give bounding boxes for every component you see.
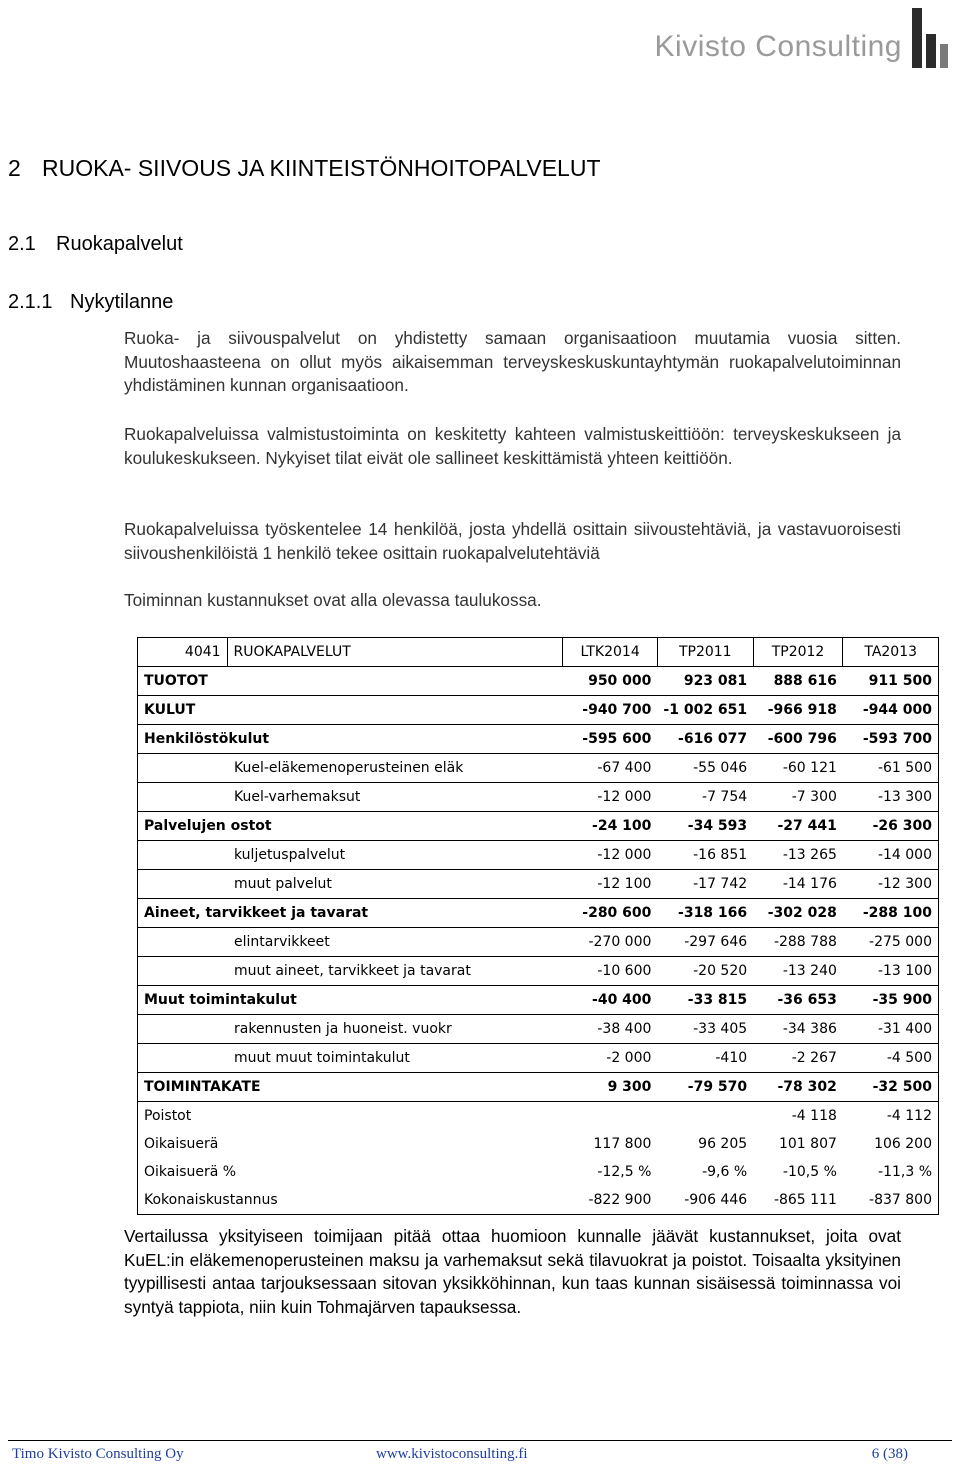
paragraph-comparison: Vertailussa yksityiseen toimijaan pitää ottaa huomioon kunnalle jäävät kustannukset, joita ovat KuEL:in eläkemenoperusteinen maksu ja varhemaksut sekä tilavuokrat ja poistot. Toisaalta yksityinen tyypillisesti antaa tarjouksessaan sitovan yksikköhinnan, kun taas kunnan sisäisessä toiminnassa voi syntyä tappiota, niin kuin Tohmajärven tapauksessa.: [124, 1226, 901, 1317]
row-value: -940 700: [563, 696, 658, 725]
row-label: TOIMINTAKATE: [138, 1073, 563, 1102]
row-value: -26 300: [843, 812, 939, 841]
row-value: -12 100: [563, 870, 658, 899]
row-value: -297 646: [657, 928, 753, 957]
section-number: 2: [8, 155, 21, 181]
row-value: -12 000: [563, 783, 658, 812]
row-value: -10 600: [563, 957, 658, 986]
row-value: -38 400: [563, 1015, 658, 1044]
table-row: [138, 986, 939, 1015]
table-row: [138, 1044, 939, 1073]
table-row: [138, 1102, 939, 1131]
row-value: -79 570: [657, 1073, 753, 1102]
header-col-ltk2014: LTK2014: [563, 638, 658, 667]
row-label: kuljetuspalvelut: [138, 841, 563, 870]
footer-website: www.kivistoconsulting.fi: [376, 1446, 528, 1462]
row-value: -12 000: [563, 841, 658, 870]
row-value: -2 267: [753, 1044, 843, 1073]
footer-divider: [8, 1440, 952, 1441]
row-label: Kokonaiskustannus: [138, 1186, 563, 1215]
row-value: [657, 1102, 753, 1131]
row-value: -13 100: [843, 957, 939, 986]
row-value: -595 600: [563, 725, 658, 754]
row-value: -318 166: [657, 899, 753, 928]
row-value: -966 918: [753, 696, 843, 725]
row-value: 96 205: [698, 1136, 748, 1152]
subsubsection-heading: [8, 291, 173, 314]
row-value: -13 300: [843, 783, 939, 812]
row-label: elintarvikkeet: [138, 928, 563, 957]
table-row: [138, 754, 939, 783]
row-label: Muut toimintakulut: [138, 986, 563, 1015]
table-row: [138, 1015, 939, 1044]
row-value: -593 700: [843, 725, 939, 754]
table-row: [138, 1130, 939, 1158]
row-value: -280 600: [563, 899, 658, 928]
row-value: -78 302: [753, 1073, 843, 1102]
row-value: -822 900: [563, 1186, 658, 1215]
row-value: -4 118: [791, 1108, 837, 1124]
subsection-number: 2.1: [8, 233, 36, 255]
page-footer: [8, 1446, 952, 1466]
row-value: -12 300: [843, 870, 939, 899]
row-value: 106 200: [843, 1130, 939, 1158]
row-value: -944 000: [843, 696, 939, 725]
row-value: -14 000: [843, 841, 939, 870]
row-label: muut muut toimintakulut: [138, 1044, 563, 1073]
row-value: -4 112: [843, 1102, 939, 1131]
row-label: Oikaisuerä: [138, 1130, 563, 1158]
row-value: 923 081: [657, 667, 753, 696]
row-value: -9,6 %: [702, 1164, 748, 1180]
table-row: [138, 667, 939, 696]
row-value: -4 500: [843, 1044, 939, 1073]
row-value: -20 520: [657, 957, 753, 986]
row-value: -10,5 %: [782, 1164, 837, 1180]
row-label: muut palvelut: [138, 870, 563, 899]
header-col-tp2012: TP2012: [753, 638, 843, 667]
table-row: [138, 841, 939, 870]
table-row: [138, 696, 939, 725]
subsection-heading: [8, 233, 183, 256]
row-value: -2 000: [563, 1044, 658, 1073]
row-value: -837 800: [843, 1186, 939, 1215]
cost-table: [137, 637, 939, 1215]
row-value: -600 796: [753, 725, 843, 754]
row-value: -55 046: [657, 754, 753, 783]
row-value: -35 900: [843, 986, 939, 1015]
footer-page-number: 6 (38): [871, 1446, 908, 1462]
row-value: -288 788: [753, 928, 843, 957]
row-value: -288 100: [843, 899, 939, 928]
row-value: -16 851: [657, 841, 753, 870]
row-label: KULUT: [138, 696, 563, 725]
paragraph-kitchens: Ruokapalveluissa valmistustoiminta on keskitetty kahteen valmistuskeittiöön: terveyskeskukseen ja koulukeskukseen. Nykyiset tilat eivät ole sallineet keskittämistä yhteen keittiöön.: [124, 424, 901, 468]
paragraph-intro: Ruoka- ja siivouspalvelut on yhdistetty samaan organisaatioon muutamia vuosia sitten. Muutoshaasteena on ollut myös aikaisemman terveyskeskuskuntayhtymän ruokapalvelutoiminnan yhdistäminen kunnan organisaatioon.: [124, 328, 901, 395]
row-value: -270 000: [563, 928, 658, 957]
row-value: -1 002 651: [657, 696, 753, 725]
table-header-row: [138, 638, 939, 667]
row-label: Kuel-eläkemenoperusteinen eläk: [138, 754, 563, 783]
row-value: -34 593: [657, 812, 753, 841]
table-row: [138, 1186, 939, 1215]
paragraph-table-intro: Toiminnan kustannukset ovat alla olevassa taulukossa.: [124, 590, 542, 610]
subsubsection-title: Nykytilanne: [70, 291, 174, 313]
row-value: -67 400: [563, 754, 658, 783]
row-value: 888 616: [753, 667, 843, 696]
row-label: rakennusten ja huoneist. vuokr: [138, 1015, 563, 1044]
row-value: -14 176: [753, 870, 843, 899]
row-value: -865 111: [753, 1186, 843, 1215]
row-value: -61 500: [843, 754, 939, 783]
header-code: 4041: [138, 638, 228, 667]
row-value: -34 386: [753, 1015, 843, 1044]
row-value: -410: [657, 1044, 753, 1073]
row-value: -24 100: [563, 812, 658, 841]
row-value: -275 000: [843, 928, 939, 957]
row-value: 101 807: [778, 1136, 837, 1152]
row-value: -31 400: [843, 1015, 939, 1044]
row-value: -17 742: [657, 870, 753, 899]
row-value: -40 400: [563, 986, 658, 1015]
row-value: -13 240: [753, 957, 843, 986]
logo-mark-icon: [912, 8, 952, 68]
subsubsection-number: 2.1.1: [8, 291, 53, 313]
row-label: Henkilöstökulut: [138, 725, 563, 754]
row-label: Palvelujen ostot: [138, 812, 563, 841]
row-value: [563, 1102, 658, 1131]
table-row: [138, 1073, 939, 1102]
row-label: muut aineet, tarvikkeet ja tavarat: [138, 957, 563, 986]
row-value: -7 300: [753, 783, 843, 812]
row-value: -13 265: [753, 841, 843, 870]
row-value: -302 028: [753, 899, 843, 928]
row-value: -33 405: [657, 1015, 753, 1044]
subsection-title: Ruokapalvelut: [56, 233, 183, 255]
row-value: -12,5 %: [597, 1164, 652, 1180]
row-label: Kuel-varhemaksut: [138, 783, 563, 812]
row-value: -60 121: [753, 754, 843, 783]
row-value: -32 500: [843, 1073, 939, 1102]
paragraph-staff: Ruokapalveluissa työskentelee 14 henkilöä, josta yhdellä osittain siivoustehtäviä, ja vastavuoroisesti siivoushenkilöistä 1 henkilö tekee osittain ruokapalvelutehtäviä: [124, 519, 901, 563]
header-col-tp2011: TP2011: [657, 638, 753, 667]
table-row: [138, 812, 939, 841]
table-row: [138, 1158, 939, 1186]
row-value: 117 800: [593, 1136, 652, 1152]
footer-company: Timo Kivisto Consulting Oy: [12, 1446, 184, 1462]
row-label: Aineet, tarvikkeet ja tavarat: [138, 899, 563, 928]
logo-text: Kivisto Consulting: [654, 30, 902, 63]
table-row: [138, 783, 939, 812]
table-row: [138, 957, 939, 986]
table-row: [138, 928, 939, 957]
row-value: -11,3 %: [843, 1158, 939, 1186]
row-value: -27 441: [753, 812, 843, 841]
table-row: [138, 899, 939, 928]
table-row: [138, 725, 939, 754]
row-label: Oikaisuerä %: [138, 1158, 563, 1186]
row-value: 9 300: [563, 1073, 658, 1102]
company-logo: [655, 6, 952, 70]
row-label: Poistot: [138, 1102, 563, 1131]
row-label: TUOTOT: [138, 667, 563, 696]
row-value: -33 815: [657, 986, 753, 1015]
row-value: -7 754: [657, 783, 753, 812]
table-row: [138, 870, 939, 899]
row-value: -906 446: [657, 1186, 753, 1215]
row-value: 950 000: [563, 667, 658, 696]
section-title: RUOKA- SIIVOUS JA KIINTEISTÖNHOITOPALVELUT: [42, 155, 601, 181]
row-value: -36 653: [753, 986, 843, 1015]
header-col-ta2013: TA2013: [843, 638, 939, 667]
section-heading: [8, 155, 601, 182]
row-value: 911 500: [843, 667, 939, 696]
header-name: RUOKAPALVELUT: [227, 638, 563, 667]
row-value: -616 077: [657, 725, 753, 754]
